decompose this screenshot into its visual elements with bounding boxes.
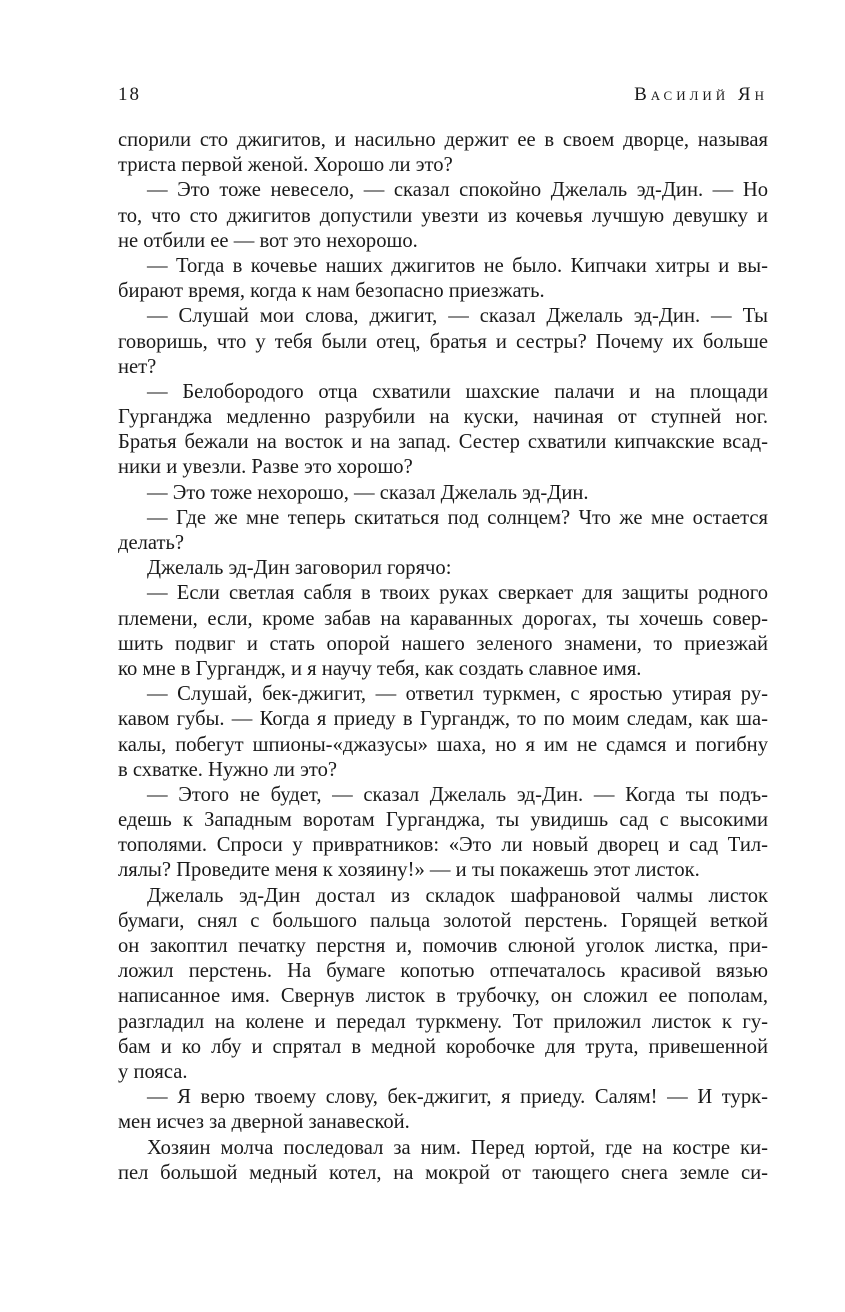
text-line: бумаги, снял с большого пальца золотой перстень. Горящей веткой (118, 909, 768, 932)
text-line: — Этого не будет, — сказал Джелаль эд-Дин. — Когда ты подъ- (147, 783, 768, 806)
text-line: то, что сто джигитов допустили увезти из кочевья лучшую девушку и (118, 204, 768, 227)
text-line: Братья бежали на восток и на запад. Сестер схватили кипчакские всад- (118, 431, 768, 454)
text-line: — Если светлая сабля в твоих руках сверкает для защиты родного (147, 582, 768, 605)
text-line: ники и увезли. Разве это хорошо? (118, 456, 413, 479)
text-line: — Я верю твоему слову, бек-джигит, я приеду. Салям! — И турк- (147, 1086, 768, 1109)
text-line: в схватке. Нужно ли это? (118, 758, 338, 781)
text-line: ко мне в Гургандж, и я научу тебя, как создать славное имя. (118, 657, 642, 680)
text-line: — Белобородого отца схватили шахские палачи и на площади (147, 380, 768, 403)
text-line: племени, если, кроме забав на караванных дорогах, ты хочешь совер- (118, 607, 768, 630)
book-author: Василий Ян (634, 84, 768, 105)
text-line: говоришь, что у тебя были отец, братья и сестры? Почему их больше (118, 330, 768, 353)
text-line: Хозяин молча последовал за ним. Перед юртой, где на костре ки- (147, 1136, 768, 1159)
text-line: — Это тоже нехорошо, — сказал Джелаль эд-Дин. (147, 481, 589, 504)
text-line: у пояса. (118, 1060, 188, 1083)
text-line: — Где же мне теперь скитаться под солнцем? Что же мне остается (147, 506, 768, 529)
text-line: лялы? Проведите меня к хозяину!» — и ты покажешь этот листок. (118, 859, 700, 882)
text-line: ложил перстень. На бумаге копотью отпечаталось красивой вязью (118, 960, 768, 983)
text-line: Гурганджа медленно разрубили на куски, начиная от ступней ног. (118, 406, 768, 429)
text-line: написанное имя. Свернув листок в трубочку, он сложил ее пополам, (118, 985, 768, 1008)
text-line: триста первой женой. Хорошо ли это? (118, 154, 453, 177)
text-line: мен исчез за дверной занавеской. (118, 1111, 410, 1134)
text-line: шить подвиг и стать опорой нашего зеленого знамени, то приезжай (118, 632, 768, 655)
text-line: не отбили ее — вот это нехорошо. (118, 229, 418, 252)
text-line: разгладил на колене и передал туркмену. Тот приложил листок к гу- (118, 1010, 768, 1033)
text-line: кавом губы. — Когда я приеду в Гургандж, то по моим следам, как ша- (118, 708, 768, 731)
text-line: пел большой медный котел, на мокрой от тающего снега земле си- (118, 1161, 768, 1184)
text-line: бирают время, когда к нам безопасно приезжать. (118, 280, 545, 303)
text-line: он закоптил печатку перстня и, помочив слюной уголок листка, при- (118, 935, 768, 957)
text-line: Джелаль эд-Дин достал из складок шафрановой чалмы листок (147, 884, 768, 907)
text-body (118, 128, 768, 1186)
text-line: бам и ко лбу и спрятал в медной коробочке для трута, привешенной (118, 1035, 768, 1058)
text-line: делать? (118, 532, 185, 554)
text-line: спорили сто джигитов, и насильно держит ее в своем дворце, называя (118, 129, 768, 151)
text-line: — Это тоже невесело, — сказал спокойно Джелаль эд-Дин. — Но (147, 179, 768, 202)
text-line: нет? (118, 355, 157, 378)
page-number: 18 (118, 84, 141, 105)
text-line: Джелаль эд-Дин заговорил горячо: (147, 557, 452, 580)
text-line: калы, побегут шпионы-«джазусы» шаха, но я им не сдамся и погибну (118, 733, 768, 756)
text-line: — Тогда в кочевье наших джигитов не было. Кипчаки хитры и вы- (147, 254, 768, 277)
text-line: — Слушай мои слова, джигит, — сказал Джелаль эд-Дин. — Ты (147, 305, 768, 328)
text-line: едешь к Западным воротам Гурганджа, ты увидишь сад с высокими (118, 809, 768, 832)
running-head (118, 84, 768, 108)
text-line: — Слушай, бек-джигит, — ответил туркмен, с яростью утирая ру- (147, 683, 768, 706)
text-line: тополями. Спроси у привратников: «Это ли новый дворец и сад Тил- (118, 834, 768, 857)
